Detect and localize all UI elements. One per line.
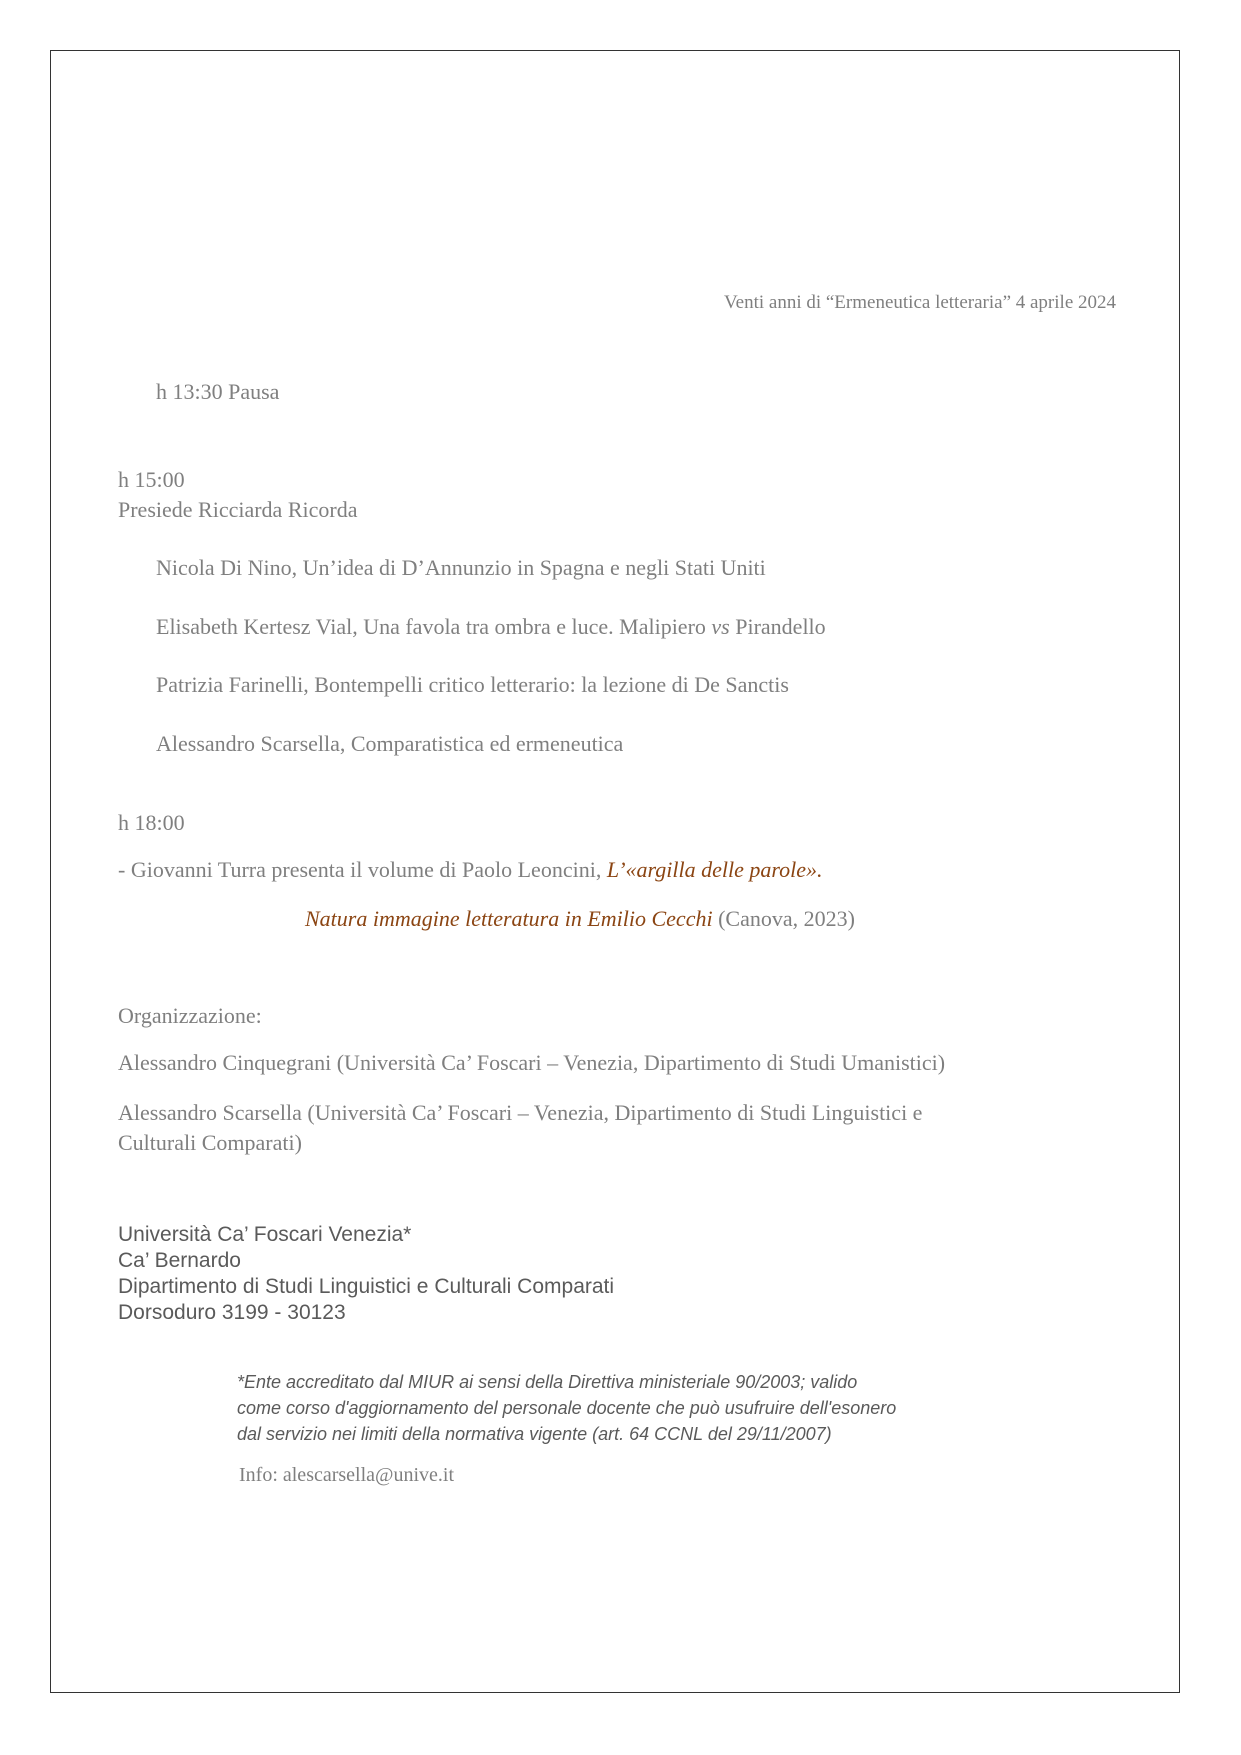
talk-scarsella: Alessandro Scarsella, Comparatistica ed ermeneutica: [156, 731, 624, 756]
pause-line: h 13:30 Pausa: [156, 379, 280, 404]
book-title-part2: Natura immagine letteratura in Emilio Cecchi: [305, 906, 713, 931]
organizer-cinquegrani: Alessandro Cinquegrani (Università Ca’ Foscari – Venezia, Dipartimento di Studi Umanistici): [118, 1050, 946, 1075]
talk-kertesz-pirandello: Pirandello: [735, 614, 826, 639]
event-header: Venti anni di “Ermeneutica letteraria” 4 aprile 2024: [724, 292, 1116, 313]
session-time-1800: h 18:00: [118, 810, 185, 835]
address-building: Ca’ Bernardo: [118, 1249, 241, 1272]
address-department: Dipartimento di Studi Linguistici e Culturali Comparati: [118, 1275, 615, 1298]
talk-kertesz-vial: [156, 614, 826, 640]
organizer-scarsella-line2: Culturali Comparati): [118, 1130, 302, 1155]
talk-kertesz-vs: vs: [711, 614, 730, 639]
session-time-1500: h 15:00: [118, 467, 185, 492]
presentation-line-2: [305, 906, 855, 932]
talk-kertesz-title: Elisabeth Kertesz Vial, Una favola tra ombra e luce. Malipiero: [156, 614, 706, 639]
session-chair: Presiede Ricciarda Ricorda: [118, 497, 358, 522]
footnote-line1: *Ente accreditato dal MIUR ai sensi della Direttiva ministeriale 90/2003; valido: [237, 1372, 858, 1392]
footnote-line3: dal servizio nei limiti della normativa vigente (art. 64 CCNL del 29/11/2007): [237, 1424, 832, 1444]
presentation-line: [118, 857, 823, 883]
address-street: Dorsoduro 3199 - 30123: [118, 1301, 346, 1324]
organizer-scarsella-line1: Alessandro Scarsella (Università Ca’ Foscari – Venezia, Dipartimento di Studi Linguistici e: [118, 1100, 923, 1125]
organization-label: Organizzazione:: [118, 1003, 262, 1028]
talk-farinelli: Patrizia Farinelli, Bontempelli critico letterario: la lezione di De Sanctis: [156, 672, 789, 697]
book-publisher: (Canova, 2023): [718, 906, 855, 931]
info-email: Info: alescarsella@unive.it: [239, 1464, 454, 1486]
presentation-prefix: - Giovanni Turra presenta il volume di Paolo Leoncini,: [118, 857, 602, 882]
footnote-line2: come corso d'aggiornamento del personale docente che può usufruire dell'esonero: [237, 1398, 897, 1418]
talk-di-nino: Nicola Di Nino, Un’idea di D’Annunzio in Spagna e negli Stati Uniti: [156, 555, 766, 580]
book-title-part1: L’«argilla delle parole».: [606, 857, 823, 882]
address-university: Università Ca’ Foscari Venezia*: [118, 1223, 412, 1246]
